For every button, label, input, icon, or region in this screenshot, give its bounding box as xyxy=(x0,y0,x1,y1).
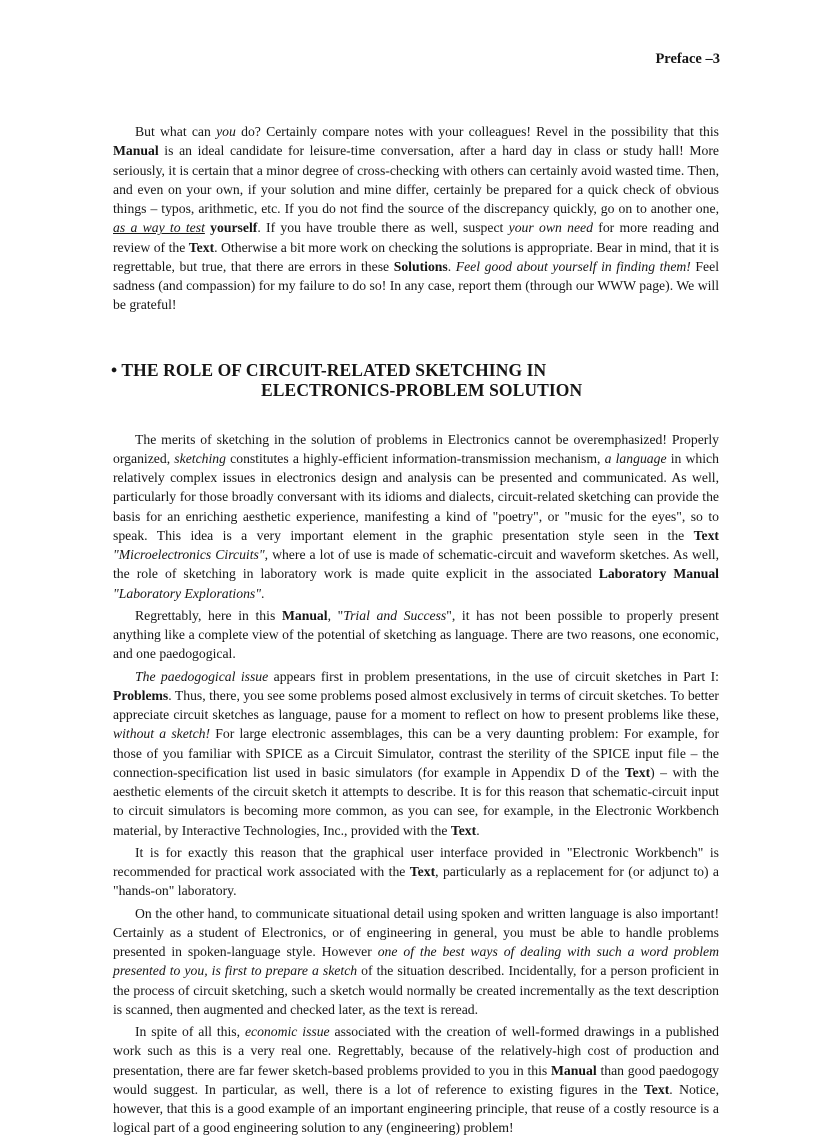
section-heading-line1: • THE ROLE OF CIRCUIT-RELATED SKETCHING IN xyxy=(111,359,547,380)
sketching-paragraph-5: On the other hand, to communicate situational detail using spoken and written language is also important! Certainly as a student of Electronics, or of engineering in general, you must be able to handle problems presented in spoken-language style. However one of the best ways of dealing with such a word problem presented to you, is first to prepare a sketch of the situation described. Incidentally, for a person proficient in the process of circuit sketching, such a sketch would normally be created incrementally as the text description is scanned, then augmented and checked later, as the text is reread. xyxy=(113,905,719,1017)
section-heading xyxy=(113,360,719,400)
sketching-paragraph-3: The paedogogical issue appears first in problem presentations, in the use of circuit sketches in Part I: Problems. Thus, there, you see some problems posed almost exclusively in terms of circuit sketches. To better appreciate circuit sketches as language, pause for a moment to reflect on how to present problems like these, without a sketch! For large electronic assemblages, this can be a very daunting problem: For example, for those of you familiar with SPICE as a Circuit Simulator, contrast the sterility of the SPICE input file – the connection-specification list used in basic simulators (for example in Appendix D of the Text) – with the aesthetic elements of the circuit sketch it attempts to describe. It is for this reason that schematic-circuit input to circuit simulators is becoming more common, as you can see, for example, in the Electronic Workbench material, by Interactive Technologies, Inc., provided with the Text. xyxy=(113,668,719,838)
sketching-paragraph-2: Regrettably, here in this Manual, "Trial and Success", it has not been possible to properly present anything like a complete view of the potential of sketching as language. There are two reasons, one economic, and one paedogogical. xyxy=(113,607,719,662)
section-heading-line2: ELECTRONICS-PROBLEM SOLUTION xyxy=(261,379,583,400)
sketching-paragraph-6: In spite of all this, economic issue associated with the creation of well-formed drawings in a published work such as this is a very real one. Regrettably, because of the relatively-high cost of production and presentation, there are far fewer sketch-based problems provided to you in this Manual than good paedogogy would suggest. In particular, as well, there is a lot of reference to existing figures in the Text. Notice, however, that this is a good example of an important engineering principle, that reuse of a costly resource is a logical part of a good engineering solution to any (engineering) problem! xyxy=(113,1024,720,1136)
sketching-paragraph-1: The merits of sketching in the solution of problems in Electronics cannot be overemphasized! Properly organized, sketching constitutes a highly-efficient information-transmission mechanism, a language in which relatively complex issues in electronics design and analysis can be presented and communicated. As well, particularly for those broadly conversant with its idioms and dialects, circuit-related sketching can provide the basis for an enriching aesthetic experience, manifesting a kind of "poetry", or "music for the eyes", so to speak. This idea is a very important element in the graphic presentation style seen in the Text "Microelectronics Circuits", where a lot of use is made of schematic-circuit and waveform sketches. As well, the role of sketching in laboratory work is made quite explicit in the associated Laboratory Manual "Laboratory Explorations". xyxy=(113,431,719,601)
page-number: Preface –3 xyxy=(655,51,720,67)
page-body xyxy=(113,122,719,1138)
sketching-paragraph-4: It is for exactly this reason that the graphical user interface provided in "Electronic Workbench" is recommended for practical work associated with the Text, particularly as a replacement for (or adjunct to) a "hands-on" laboratory. xyxy=(113,844,720,899)
intro-paragraph: But what can you do? Certainly compare notes with your colleagues! Revel in the possibility that this Manual is an ideal candidate for leisure-time conversation, after a hard day in class or study hall! More seriously, it is certain that a minor degree of cross-checking with others can certainly avoid wasted time. Then, and even on your own, if your solution and mine differ, certainly be prepared for a quick check of obvious things – typos, arithmetic, etc. If you do not find the source of the discrepancy quickly, go on to another one, as a way to test yourself. If you have trouble there as well, suspect your own need for more reading and review of the Text. Otherwise a bit more work on checking the solutions is appropriate. Bear in mind, that it is regrettable, but true, that there are errors in these Solutions. Feel good about yourself in finding them! Feel sadness (and compassion) for my failure to do so! In any case, report them (through our WWW page). We will be grateful! xyxy=(113,124,720,313)
